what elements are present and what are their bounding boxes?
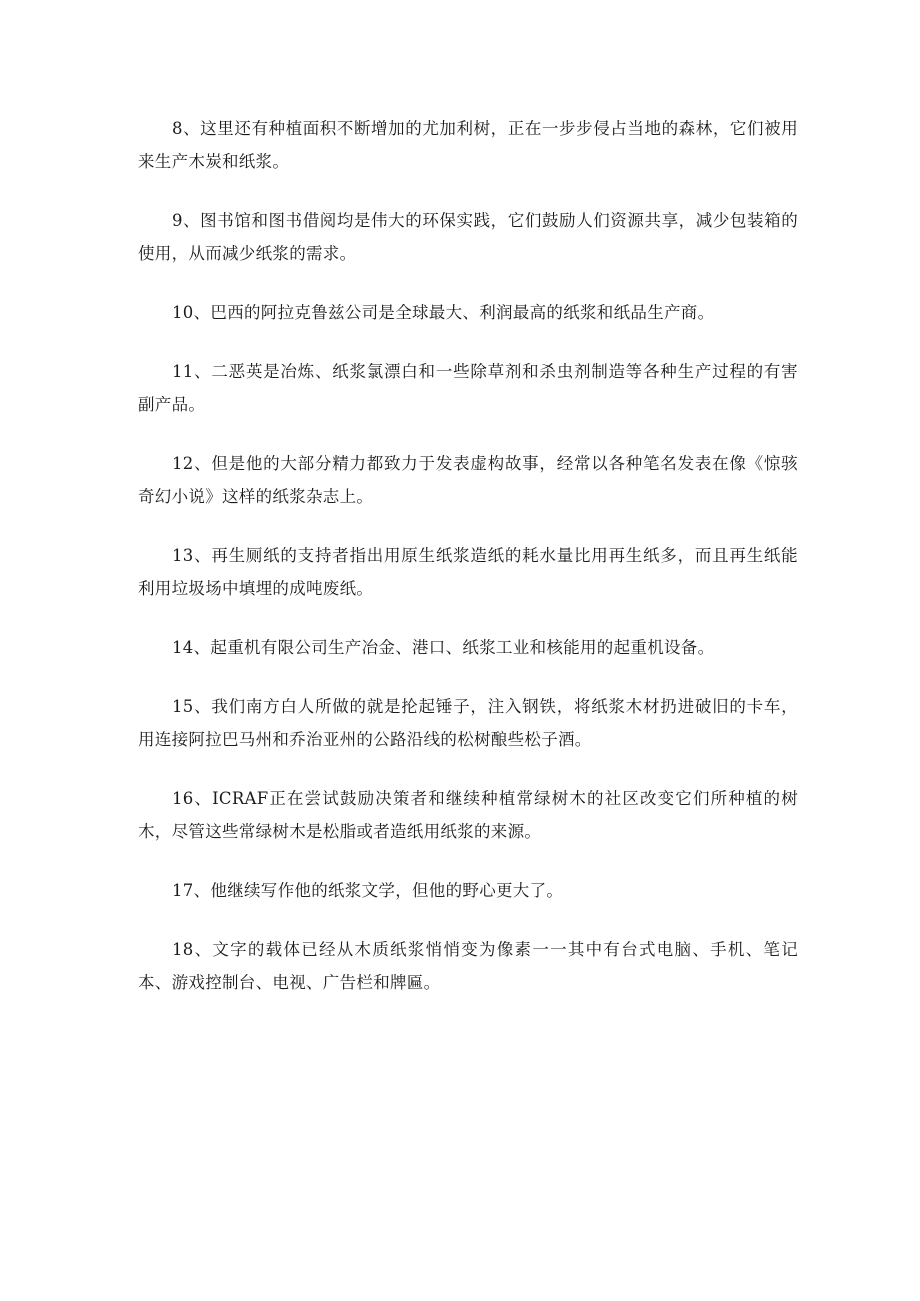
paragraph-15: 15、我们南方白人所做的就是抡起锤子，注入钢铁，将纸浆木材扔进破旧的卡车，用连接阿拉巴马州和乔治亚州的公路沿线的松树酿些松子酒。: [138, 697, 798, 749]
paragraph-17: 17、他继续写作他的纸浆文学，但他的野心更大了。: [172, 881, 564, 900]
paragraph-18: 18、文字的载体已经从木质纸浆悄悄变为像素一一其中有台式电脑、手机、笔记本、游戏控制台、电视、广告栏和牌匾。: [138, 940, 798, 992]
paragraph-8: 8、这里还有种植面积不断增加的尤加利树，正在一步步侵占当地的森林，它们被用来生产木炭和纸浆。: [138, 119, 798, 171]
paragraph-16: 16、ICRAF正在尝试鼓励决策者和继续种植常绿树木的社区改变它们所种植的树木，尽管这些常绿树木是松脂或者造纸用纸浆的来源。: [138, 789, 798, 841]
paragraph-9: 9、图书馆和图书借阅均是伟大的环保实践，它们鼓励人们资源共享，减少包装箱的使用，从而减少纸浆的需求。: [138, 211, 798, 263]
paragraph-14: 14、起重机有限公司生产冶金、港口、纸浆工业和核能用的起重机设备。: [172, 638, 715, 657]
paragraph-13: 13、再生厕纸的支持者指出用原生纸浆造纸的耗水量比用再生纸多，而且再生纸能利用垃圾场中填埋的成吨废纸。: [138, 546, 798, 598]
paragraph-10: 10、巴西的阿拉克鲁兹公司是全球最大、利润最高的纸浆和纸品生产商。: [172, 303, 715, 322]
document-body: [138, 112, 798, 1025]
paragraph-12: 12、但是他的大部分精力都致力于发表虚构故事，经常以各种笔名发表在像《惊骇奇幻小说》这样的纸浆杂志上。: [138, 454, 798, 506]
paragraph-11: 11、二恶英是冶炼、纸浆氯漂白和一些除草剂和杀虫剂制造等各种生产过程的有害副产品。: [138, 362, 798, 414]
